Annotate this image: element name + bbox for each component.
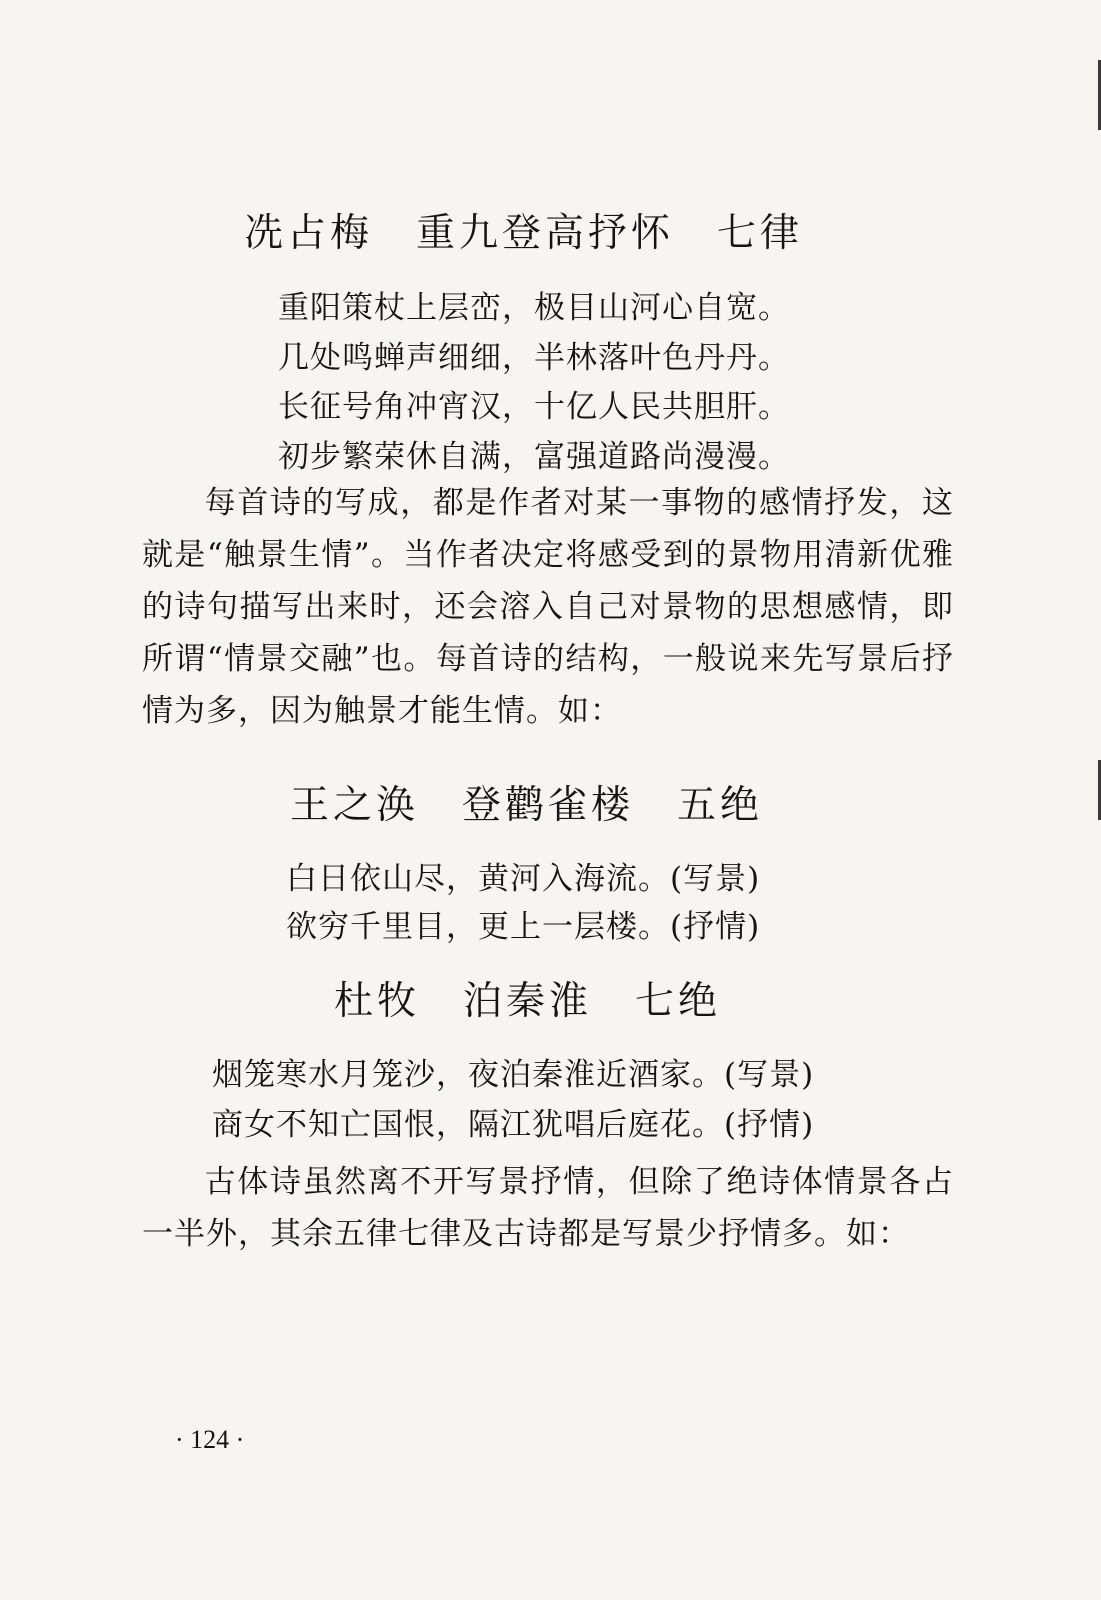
poem-title-chongjiu: 冼占梅 重九登高抒怀 七律: [244, 211, 804, 256]
verse-line: 白日依山尽，黄河入海流。(写景): [286, 861, 761, 897]
verse-line: 烟笼寒水月笼沙，夜泊秦淮近酒家。(写景): [212, 1057, 815, 1093]
verse-line: 重阳策杖上层峦，极目山河心自宽。: [278, 290, 790, 326]
verse-line: 欲穷千里目，更上一层楼。(抒情): [286, 909, 761, 945]
poem-title-guanquelou: 王之涣 登鹳雀楼 五绝: [290, 783, 764, 828]
paragraph-text: 每首诗的写成，都是作者对某一事物的感情抒发，这就是“触景生情”。当作者决定将感受到的景物用清新优雅的诗句描写出来时，还会溶入自己对景物的思想感情，即所谓“情景交融”也。每首诗的结构，一般说来先写景后抒情为多，因为触景才能生情。如：: [142, 485, 954, 729]
body-paragraph: [142, 477, 954, 737]
verse-line: 几处鸣蝉声细细，半林落叶色丹丹。: [278, 340, 790, 376]
verse-line: 初步繁荣休自满，富强道路尚漫漫。: [278, 439, 790, 475]
verse-line: 长征号角冲宵汉，十亿人民共胆肝。: [278, 389, 790, 425]
page-number: · 124 ·: [175, 1425, 245, 1454]
body-paragraph: [142, 1156, 954, 1260]
verse-line: 商女不知亡国恨，隔江犹唱后庭花。(抒情): [212, 1107, 815, 1143]
poem-title-boqinhuai: 杜牧 泊秦淮 七绝: [334, 979, 722, 1024]
paragraph-text: 古体诗虽然离不开写景抒情，但除了绝诗体情景各占一半外，其余五律七律及古诗都是写景少抒情多。如：: [142, 1164, 954, 1252]
